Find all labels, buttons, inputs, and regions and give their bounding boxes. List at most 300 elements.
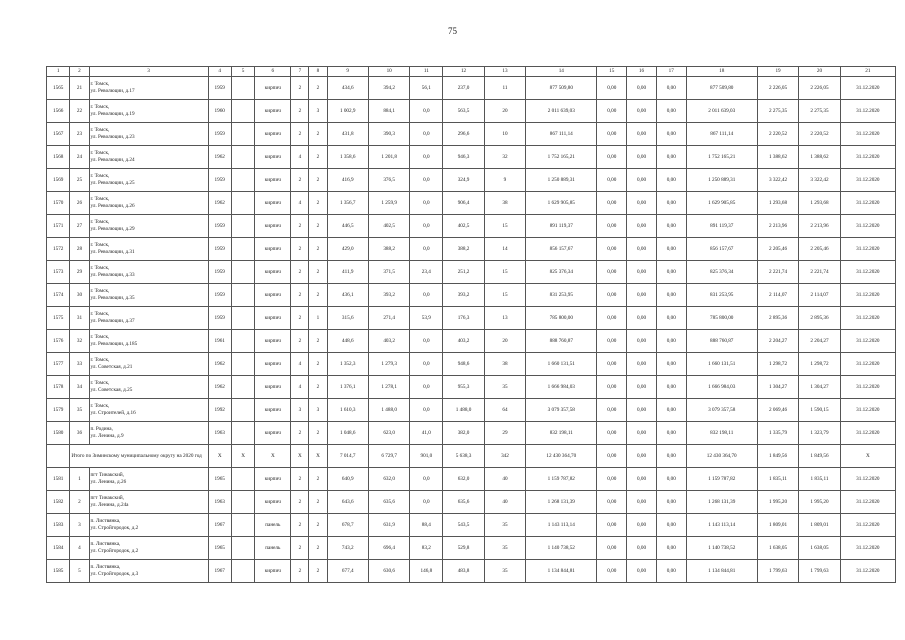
cell-col-14: 3 079 357,58 <box>526 399 597 422</box>
cell-col-16: 0,00 <box>627 330 657 353</box>
cell-col-5 <box>231 422 254 445</box>
cell-col-19: 1 799,63 <box>757 560 798 583</box>
total-label: Итого по Зиминскому муниципальному округу на 2020 год <box>70 445 208 468</box>
cell-col-13: 11 <box>484 77 525 100</box>
cell-col-20: 2 205,46 <box>799 238 840 261</box>
cell-col-16: 0,00 <box>627 491 657 514</box>
cell-col-15: 0,00 <box>597 353 627 376</box>
address-settlement: г. Томск, <box>90 311 110 318</box>
cell-col-8: 2 <box>309 77 327 100</box>
total-col-6: X <box>255 445 291 468</box>
address-settlement: г. Томск, <box>90 127 110 134</box>
row-registry-number: 1570 <box>47 192 70 215</box>
address-settlement: пгт Тинакский, <box>90 495 124 502</box>
cell-col-4: 1962 <box>208 146 231 169</box>
cell-col-10: 1 201,8 <box>368 146 409 169</box>
table-row <box>47 284 896 307</box>
row-registry-number: 1568 <box>47 146 70 169</box>
cell-col-15: 0,00 <box>597 261 627 284</box>
cell-col-19: 2 205,46 <box>757 238 798 261</box>
cell-col-6: кирпич <box>255 123 291 146</box>
cell-col-4: 1959 <box>208 238 231 261</box>
total-empty-cell <box>47 445 70 468</box>
cell-col-13: 40 <box>484 491 525 514</box>
address-cell <box>89 399 208 422</box>
cell-col-8: 2 <box>309 491 327 514</box>
cell-col-10: 388,2 <box>368 238 409 261</box>
cell-col-16: 0,00 <box>627 146 657 169</box>
column-header-1: 1 <box>47 67 70 77</box>
column-header-11: 11 <box>410 67 443 77</box>
cell-col-19: 1 304,27 <box>757 376 798 399</box>
cell-col-13: 38 <box>484 192 525 215</box>
cell-col-14: 877 509,80 <box>526 77 597 100</box>
cell-col-17: 0,00 <box>656 560 686 583</box>
cell-col-11: 0,0 <box>410 491 443 514</box>
cell-col-21: 31.12.2020 <box>840 560 895 583</box>
address-street: ул. Ленина, д.9 <box>90 433 124 439</box>
cell-col-7: 4 <box>291 192 309 215</box>
row-registry-number: 1575 <box>47 307 70 330</box>
cell-col-10: 631,9 <box>368 514 409 537</box>
cell-col-10: 393,2 <box>368 284 409 307</box>
cell-col-15: 0,00 <box>597 399 627 422</box>
address-settlement: г. Томск, <box>90 81 110 88</box>
cell-col-16: 0,00 <box>627 100 657 123</box>
row-local-number: 34 <box>70 376 89 399</box>
cell-col-18: 832 198,11 <box>686 422 757 445</box>
cell-col-11: 0,0 <box>410 399 443 422</box>
cell-col-8: 2 <box>309 284 327 307</box>
cell-col-21: 31.12.2020 <box>840 100 895 123</box>
cell-col-5 <box>231 146 254 169</box>
cell-col-7: 2 <box>291 284 309 307</box>
cell-col-15: 0,00 <box>597 468 627 491</box>
cell-col-11: 0,0 <box>410 353 443 376</box>
cell-col-6: кирпич <box>255 238 291 261</box>
cell-col-18: 867 111,14 <box>686 123 757 146</box>
cell-col-20: 1 293,68 <box>799 192 840 215</box>
cell-col-5 <box>231 169 254 192</box>
cell-col-12: 948,6 <box>443 353 484 376</box>
cell-col-17: 0,00 <box>656 100 686 123</box>
cell-col-14: 891 119,37 <box>526 215 597 238</box>
row-local-number: 5 <box>70 560 89 583</box>
address-street: ул. Строителей, д.16 <box>90 410 136 416</box>
cell-col-15: 0,00 <box>597 284 627 307</box>
cell-col-9: 1 610,3 <box>327 399 368 422</box>
cell-col-12: 402,5 <box>443 215 484 238</box>
column-header-10: 10 <box>368 67 409 77</box>
address-cell <box>89 330 208 353</box>
cell-col-15: 0,00 <box>597 307 627 330</box>
row-local-number: 33 <box>70 353 89 376</box>
cell-col-18: 785 800,00 <box>686 307 757 330</box>
cell-col-21: 31.12.2020 <box>840 261 895 284</box>
row-local-number: 21 <box>70 77 89 100</box>
address-settlement: г. Томск, <box>90 219 110 226</box>
cell-col-14: 888 760,87 <box>526 330 597 353</box>
cell-col-6: кирпич <box>255 100 291 123</box>
cell-col-14: 856 157,67 <box>526 238 597 261</box>
cell-col-8: 2 <box>309 468 327 491</box>
cell-col-7: 2 <box>291 560 309 583</box>
cell-col-5 <box>231 330 254 353</box>
cell-col-7: 2 <box>291 307 309 330</box>
cell-col-20: 1 835,11 <box>799 468 840 491</box>
cell-col-11: 41,0 <box>410 422 443 445</box>
table-row <box>47 215 896 238</box>
total-col-7: X <box>291 445 309 468</box>
cell-col-5 <box>231 560 254 583</box>
address-street: ул. Ленина, д.26 <box>90 479 127 485</box>
cell-col-8: 2 <box>309 353 327 376</box>
total-col-11: 901,0 <box>410 445 443 468</box>
cell-col-5 <box>231 307 254 330</box>
total-col-19: 1 849,56 <box>757 445 798 468</box>
row-registry-number: 1579 <box>47 399 70 422</box>
cell-col-19: 2 226,05 <box>757 77 798 100</box>
cell-col-8: 1 <box>309 307 327 330</box>
cell-col-9: 1 048,6 <box>327 422 368 445</box>
table-row <box>47 399 896 422</box>
row-local-number: 1 <box>70 468 89 491</box>
column-header-9: 9 <box>327 67 368 77</box>
cell-col-8: 2 <box>309 146 327 169</box>
cell-col-21: 31.12.2020 <box>840 284 895 307</box>
cell-col-6: кирпич <box>255 330 291 353</box>
cell-col-17: 0,00 <box>656 399 686 422</box>
address-settlement: г. Томск, <box>90 357 110 364</box>
cell-col-16: 0,00 <box>627 77 657 100</box>
cell-col-12: 324,9 <box>443 169 484 192</box>
table-row <box>47 537 896 560</box>
cell-col-11: 56,1 <box>410 77 443 100</box>
cell-col-18: 1 268 131,39 <box>686 491 757 514</box>
cell-col-10: 402,5 <box>368 215 409 238</box>
cell-col-8: 2 <box>309 560 327 583</box>
cell-col-10: 630,6 <box>368 560 409 583</box>
cell-col-6: кирпич <box>255 399 291 422</box>
cell-col-14: 1 140 738,52 <box>526 537 597 560</box>
cell-col-17: 0,00 <box>656 192 686 215</box>
cell-col-12: 176,3 <box>443 307 484 330</box>
address-street: ул. Революции, д.24 <box>90 157 135 163</box>
cell-col-20: 3 322,42 <box>799 169 840 192</box>
table-row <box>47 514 896 537</box>
cell-col-21: 31.12.2020 <box>840 123 895 146</box>
cell-col-5 <box>231 123 254 146</box>
cell-col-7: 2 <box>291 537 309 560</box>
cell-col-15: 0,00 <box>597 100 627 123</box>
cell-col-21: 31.12.2020 <box>840 353 895 376</box>
row-registry-number: 1571 <box>47 215 70 238</box>
cell-col-19: 2 114,07 <box>757 284 798 307</box>
cell-col-14: 867 111,14 <box>526 123 597 146</box>
row-registry-number: 1583 <box>47 514 70 537</box>
cell-col-14: 1 250 889,31 <box>526 169 597 192</box>
address-settlement: п. Листвянка, <box>90 564 121 571</box>
cell-col-14: 1 752 165,21 <box>526 146 597 169</box>
cell-col-9: 1 356,7 <box>327 192 368 215</box>
table-row <box>47 238 896 261</box>
cell-col-7: 4 <box>291 146 309 169</box>
cell-col-12: 251,2 <box>443 261 484 284</box>
cell-col-16: 0,00 <box>627 307 657 330</box>
cell-col-13: 29 <box>484 422 525 445</box>
cell-col-17: 0,00 <box>656 146 686 169</box>
cell-col-6: кирпич <box>255 146 291 169</box>
address-street: ул. Революции, д.33 <box>90 272 135 278</box>
address-street: ул. Революции, д.185 <box>90 341 138 347</box>
column-header-13: 13 <box>484 67 525 77</box>
row-registry-number: 1577 <box>47 353 70 376</box>
table-row <box>47 307 896 330</box>
cell-col-7: 2 <box>291 123 309 146</box>
row-local-number: 23 <box>70 123 89 146</box>
cell-col-11: 53,9 <box>410 307 443 330</box>
table-row <box>47 330 896 353</box>
column-header-20: 20 <box>799 67 840 77</box>
address-settlement: г. Томск, <box>90 104 110 111</box>
cell-col-11: 83,2 <box>410 537 443 560</box>
address-settlement: г. Томск, <box>90 265 110 272</box>
address-cell <box>89 123 208 146</box>
cell-col-4: 1959 <box>208 284 231 307</box>
cell-col-14: 1 268 131,39 <box>526 491 597 514</box>
cell-col-12: 483,8 <box>443 560 484 583</box>
row-local-number: 4 <box>70 537 89 560</box>
cell-col-11: 0,0 <box>410 215 443 238</box>
cell-col-9: 446,5 <box>327 215 368 238</box>
total-col-20: 1 849,56 <box>799 445 840 468</box>
cell-col-7: 2 <box>291 215 309 238</box>
address-street: ул. Стройгородок, д.2 <box>90 548 139 554</box>
cell-col-12: 529,8 <box>443 537 484 560</box>
row-registry-number: 1580 <box>47 422 70 445</box>
cell-col-15: 0,00 <box>597 169 627 192</box>
address-settlement: п. Листвянка, <box>90 518 121 525</box>
cell-col-20: 2 220,52 <box>799 123 840 146</box>
address-cell <box>89 560 208 583</box>
column-header-8: 8 <box>309 67 327 77</box>
cell-col-7: 2 <box>291 261 309 284</box>
cell-col-9: 1 358,6 <box>327 146 368 169</box>
cell-col-18: 1 143 113,14 <box>686 514 757 537</box>
total-col-21: X <box>840 445 895 468</box>
table-row <box>47 422 896 445</box>
cell-col-6: кирпич <box>255 560 291 583</box>
total-col-18: 12 430 364,70 <box>686 445 757 468</box>
row-registry-number: 1576 <box>47 330 70 353</box>
cell-col-8: 2 <box>309 376 327 399</box>
cell-col-5 <box>231 77 254 100</box>
address-settlement: г. Томск, <box>90 288 110 295</box>
cell-col-12: 906,4 <box>443 192 484 215</box>
table-body <box>47 77 896 583</box>
cell-col-21: 31.12.2020 <box>840 491 895 514</box>
cell-col-4: 1962 <box>208 192 231 215</box>
cell-col-20: 2 204,27 <box>799 330 840 353</box>
cell-col-8: 2 <box>309 169 327 192</box>
cell-col-20: 2 213,96 <box>799 215 840 238</box>
row-local-number: 32 <box>70 330 89 353</box>
cell-col-14: 785 800,00 <box>526 307 597 330</box>
cell-col-8: 2 <box>309 330 327 353</box>
cell-col-16: 0,00 <box>627 123 657 146</box>
cell-col-12: 403,2 <box>443 330 484 353</box>
address-cell <box>89 537 208 560</box>
cell-col-18: 1 159 787,82 <box>686 468 757 491</box>
cell-col-16: 0,00 <box>627 192 657 215</box>
cell-col-14: 832 198,11 <box>526 422 597 445</box>
cell-col-11: 0,0 <box>410 238 443 261</box>
row-local-number: 3 <box>70 514 89 537</box>
cell-col-15: 0,00 <box>597 215 627 238</box>
cell-col-19: 1 293,68 <box>757 192 798 215</box>
row-registry-number: 1572 <box>47 238 70 261</box>
cell-col-20: 2 226,05 <box>799 77 840 100</box>
cell-col-11: 0,0 <box>410 330 443 353</box>
cell-col-15: 0,00 <box>597 123 627 146</box>
cell-col-8: 2 <box>309 261 327 284</box>
cell-col-18: 1 134 844,81 <box>686 560 757 583</box>
cell-col-17: 0,00 <box>656 330 686 353</box>
cell-col-6: кирпич <box>255 353 291 376</box>
cell-col-11: 0,0 <box>410 146 443 169</box>
cell-col-17: 0,00 <box>656 468 686 491</box>
cell-col-13: 38 <box>484 353 525 376</box>
address-settlement: г. Томск, <box>90 242 110 249</box>
address-street: ул. Революции, д.37 <box>90 318 135 324</box>
cell-col-20: 2 275,35 <box>799 100 840 123</box>
cell-col-9: 315,6 <box>327 307 368 330</box>
cell-col-12: 393,2 <box>443 284 484 307</box>
cell-col-9: 1 376,1 <box>327 376 368 399</box>
cell-col-9: 677,4 <box>327 560 368 583</box>
cell-col-10: 371,5 <box>368 261 409 284</box>
cell-col-10: 1 488,0 <box>368 399 409 422</box>
cell-col-16: 0,00 <box>627 399 657 422</box>
cell-col-4: 1959 <box>208 261 231 284</box>
row-local-number: 22 <box>70 100 89 123</box>
total-col-4: X <box>208 445 231 468</box>
column-number-header <box>47 67 896 77</box>
cell-col-17: 0,00 <box>656 491 686 514</box>
cell-col-18: 825 376,34 <box>686 261 757 284</box>
total-col-17: 0,00 <box>656 445 686 468</box>
cell-col-4: 1959 <box>208 215 231 238</box>
row-local-number: 28 <box>70 238 89 261</box>
cell-col-4: 1965 <box>208 537 231 560</box>
cell-col-20: 1 388,62 <box>799 146 840 169</box>
address-settlement: пгт Тинакский, <box>90 472 124 479</box>
cell-col-21: 31.12.2020 <box>840 422 895 445</box>
cell-col-4: 1992 <box>208 399 231 422</box>
cell-col-5 <box>231 376 254 399</box>
cell-col-4: 1962 <box>208 353 231 376</box>
cell-col-18: 1 752 165,21 <box>686 146 757 169</box>
cell-col-18: 877 509,80 <box>686 77 757 100</box>
cell-col-14: 1 629 905,85 <box>526 192 597 215</box>
cell-col-20: 1 809,01 <box>799 514 840 537</box>
cell-col-9: 1 002,9 <box>327 100 368 123</box>
address-street: ул. Революции, д.25 <box>90 180 135 186</box>
cell-col-10: 394,2 <box>368 77 409 100</box>
column-header-15: 15 <box>597 67 627 77</box>
cell-col-21: 31.12.2020 <box>840 514 895 537</box>
address-street: ул. Стройгородок, д.3 <box>90 571 139 577</box>
cell-col-7: 2 <box>291 169 309 192</box>
cell-col-18: 3 079 357,58 <box>686 399 757 422</box>
cell-col-4: 1963 <box>208 491 231 514</box>
cell-col-10: 1 279,3 <box>368 353 409 376</box>
cell-col-7: 2 <box>291 422 309 445</box>
cell-col-15: 0,00 <box>597 192 627 215</box>
cell-col-9: 436,1 <box>327 284 368 307</box>
cell-col-10: 1 259,9 <box>368 192 409 215</box>
address-settlement: п. Родина, <box>90 426 113 433</box>
column-header-19: 19 <box>757 67 798 77</box>
cell-col-20: 2 895,36 <box>799 307 840 330</box>
address-street: ул. Революции, д.26 <box>90 203 135 209</box>
table-row <box>47 261 896 284</box>
total-col-9: 7 014,7 <box>327 445 368 468</box>
cell-col-6: кирпич <box>255 491 291 514</box>
cell-col-19: 2 069,46 <box>757 399 798 422</box>
address-cell <box>89 215 208 238</box>
row-local-number: 35 <box>70 399 89 422</box>
row-local-number: 25 <box>70 169 89 192</box>
cell-col-19: 1 388,62 <box>757 146 798 169</box>
cell-col-13: 10 <box>484 123 525 146</box>
cell-col-13: 40 <box>484 468 525 491</box>
cell-col-19: 1 335,79 <box>757 422 798 445</box>
cell-col-14: 1 666 984,03 <box>526 376 597 399</box>
address-street: ул. Ленина, д.24а <box>90 502 129 508</box>
address-settlement: г. Томск, <box>90 380 110 387</box>
cell-col-11: 0,0 <box>410 192 443 215</box>
cell-col-13: 20 <box>484 100 525 123</box>
row-registry-number: 1581 <box>47 468 70 491</box>
cell-col-10: 390,3 <box>368 123 409 146</box>
column-header-5: 5 <box>231 67 254 77</box>
row-local-number: 26 <box>70 192 89 215</box>
cell-col-12: 388,2 <box>443 238 484 261</box>
table-row <box>47 169 896 192</box>
cell-col-6: кирпич <box>255 422 291 445</box>
cell-col-13: 14 <box>484 238 525 261</box>
cell-col-20: 1 590,15 <box>799 399 840 422</box>
cell-col-4: 1959 <box>208 123 231 146</box>
cell-col-12: 237,0 <box>443 77 484 100</box>
total-col-5: X <box>231 445 254 468</box>
row-registry-number: 1565 <box>47 77 70 100</box>
address-settlement: г. Томск, <box>90 173 110 180</box>
column-header-14: 14 <box>526 67 597 77</box>
cell-col-16: 0,00 <box>627 215 657 238</box>
address-cell <box>89 77 208 100</box>
cell-col-17: 0,00 <box>656 238 686 261</box>
cell-col-19: 2 213,96 <box>757 215 798 238</box>
cell-col-9: 448,6 <box>327 330 368 353</box>
column-header-21: 21 <box>840 67 895 77</box>
row-registry-number: 1569 <box>47 169 70 192</box>
cell-col-6: кирпич <box>255 192 291 215</box>
cell-col-9: 640,9 <box>327 468 368 491</box>
cell-col-15: 0,00 <box>597 560 627 583</box>
cell-col-13: 20 <box>484 330 525 353</box>
